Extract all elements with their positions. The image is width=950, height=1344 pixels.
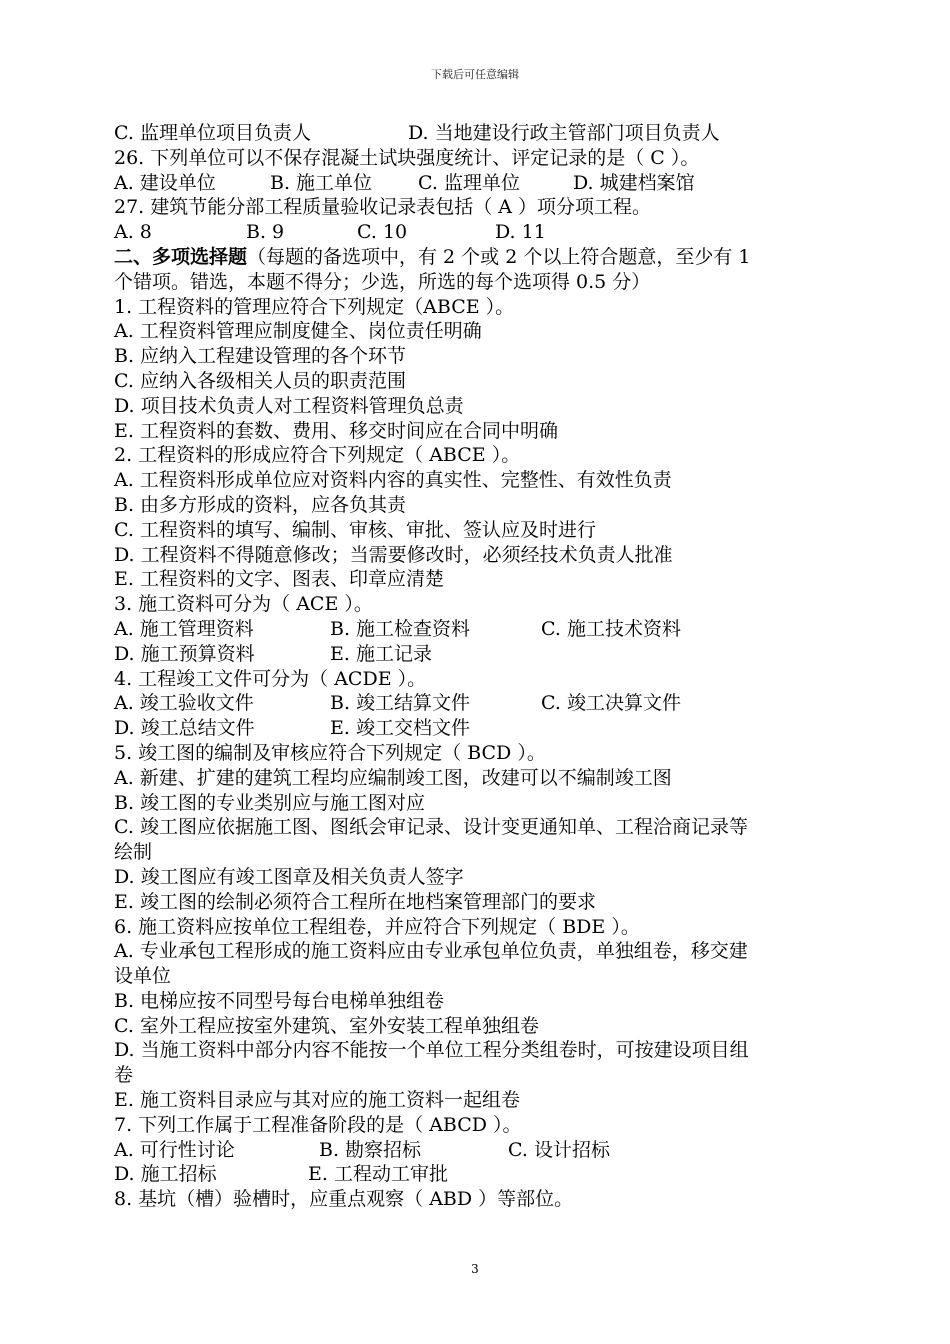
option: A. 8 [114,221,152,244]
question-stem: 5. 竣工图的编制及审核应符合下列规定（ BCD ）。 [114,741,546,764]
option: A. 新建、扩建的建筑工程均应编制竣工图，改建可以不编制竣工图 [114,766,672,789]
option: E. 工程动工审批 [308,1163,448,1186]
m3-options-row1 [114,617,860,642]
section-heading [114,245,860,270]
option-cont: 绘制 [114,841,153,864]
option: C. 工程资料的填写、编制、审核、审批、签认应及时进行 [114,518,596,541]
option: B. 由多方形成的资料，应各负其责 [114,493,407,516]
question-stem: 2. 工程资料的形成应符合下列规定（ ABCE ）。 [114,444,521,467]
option: D. 城建档案馆 [573,171,695,194]
option: D. 施工招标 [114,1163,217,1186]
question-stem: 7. 下列工作属于工程准备阶段的是（ ABCD ）。 [114,1113,522,1136]
option: A. 施工管理资料 [114,617,254,640]
section-title: 二、多项选择题 [114,245,248,268]
option: D. 竣工总结文件 [114,717,255,740]
option: C. 应纳入各级相关人员的职责范围 [114,369,406,392]
option: E. 施工资料目录应与其对应的施工资料一起组卷 [114,1089,520,1112]
option: D. 竣工图应有竣工图章及相关负责人签字 [114,865,464,888]
option: A. 工程资料形成单位应对资料内容的真实性、完整性、有效性负责 [114,469,672,492]
m4-options-row1 [114,691,860,716]
option: B. 竣工图的专业类别应与施工图对应 [114,791,426,814]
option: C. 竣工决算文件 [541,692,681,715]
option: B. 应纳入工程建设管理的各个环节 [114,345,407,368]
section-note: （每题的备选项中，有 2 个或 2 个以上符合题意，至少有 1 [247,245,751,268]
option: E. 工程资料的文字、图表、印章应清楚 [114,568,444,591]
question-stem: 1. 工程资料的管理应符合下列规定（ABCE ）。 [114,295,515,318]
option: B. 施工检查资料 [330,617,471,640]
option: E. 施工记录 [330,642,432,665]
option: D. 当施工资料中部分内容不能按一个单位工程分类组卷时，可按建设项目组 [114,1039,749,1062]
option: A. 工程资料管理应制度健全、岗位责任明确 [114,320,482,343]
option: A. 竣工验收文件 [114,692,254,715]
option: B. 电梯应按不同型号每台电梯单独组卷 [114,989,445,1012]
option: A. 可行性讨论 [114,1138,235,1161]
option: C. 施工技术资料 [541,617,681,640]
m3-options-row2 [114,642,860,667]
question-stem: 8. 基坑（槽）验槽时，应重点观察（ ABD ）等部位。 [114,1188,574,1211]
question-stem: 26. 下列单位可以不保存混凝土试块强度统计、评定记录的是（ C ）。 [114,146,700,169]
question-stem: 3. 施工资料可分为（ ACE ）。 [114,593,373,616]
option: E. 竣工图的绘制必须符合工程所在地档案管理部门的要求 [114,890,596,913]
question-stem: 4. 工程竣工文件可分为（ ACDE ）。 [114,667,427,690]
m7-options-row2 [114,1162,860,1187]
m7-options-row1 [114,1138,860,1163]
option: B. 施工单位 [270,171,373,194]
question-stem: 6. 施工资料应按单位工程组卷，并应符合下列规定（ BDE ）。 [114,915,640,938]
option: C. 室外工程应按室外建筑、室外安装工程单独组卷 [114,1014,539,1037]
page-header: 下载后可任意编辑 [431,68,519,81]
q25-options [114,121,860,146]
m4-options-row2 [114,716,860,741]
option: E. 工程资料的套数、费用、移交时间应在合同中明确 [114,419,558,442]
option-cont: 卷 [114,1064,134,1087]
option: C. 10 [357,221,408,244]
option: B. 竣工结算文件 [330,692,471,715]
option: D. 项目技术负责人对工程资料管理负总责 [114,394,464,417]
option: C. 竣工图应依据施工图、图纸会审记录、设计变更通知单、工程洽商记录等 [114,816,748,839]
option: C. 监理单位 [418,171,520,194]
option: E. 竣工交档文件 [330,717,470,740]
option: A. 专业承包工程形成的施工资料应由专业承包单位负责，单独组卷，移交建 [114,940,748,963]
option: D. 11 [495,221,546,244]
page-number: 3 [471,1262,479,1276]
question-stem: 27. 建筑节能分部工程质量验收记录表包括（ A ）项分项工程。 [114,196,652,219]
q26-options [114,171,860,196]
q27-options [114,220,860,245]
option: B. 9 [246,221,285,244]
option: C. 监理单位项目负责人 [114,122,311,144]
option-cont: 设单位 [114,965,172,988]
option: B. 勘察招标 [319,1138,422,1161]
document-body [114,121,860,1212]
option: A. 建设单位 [114,171,216,194]
option: D. 施工预算资料 [114,642,255,665]
section-note-cont: 个错项。错选，本题不得分；少选，所选的每个选项得 0.5 分） [114,270,651,293]
option: C. 设计招标 [508,1138,610,1161]
option: D. 工程资料不得随意修改；当需要修改时，必须经技术负责人批准 [114,543,673,566]
option: D. 当地建设行政主管部门项目负责人 [408,122,720,144]
